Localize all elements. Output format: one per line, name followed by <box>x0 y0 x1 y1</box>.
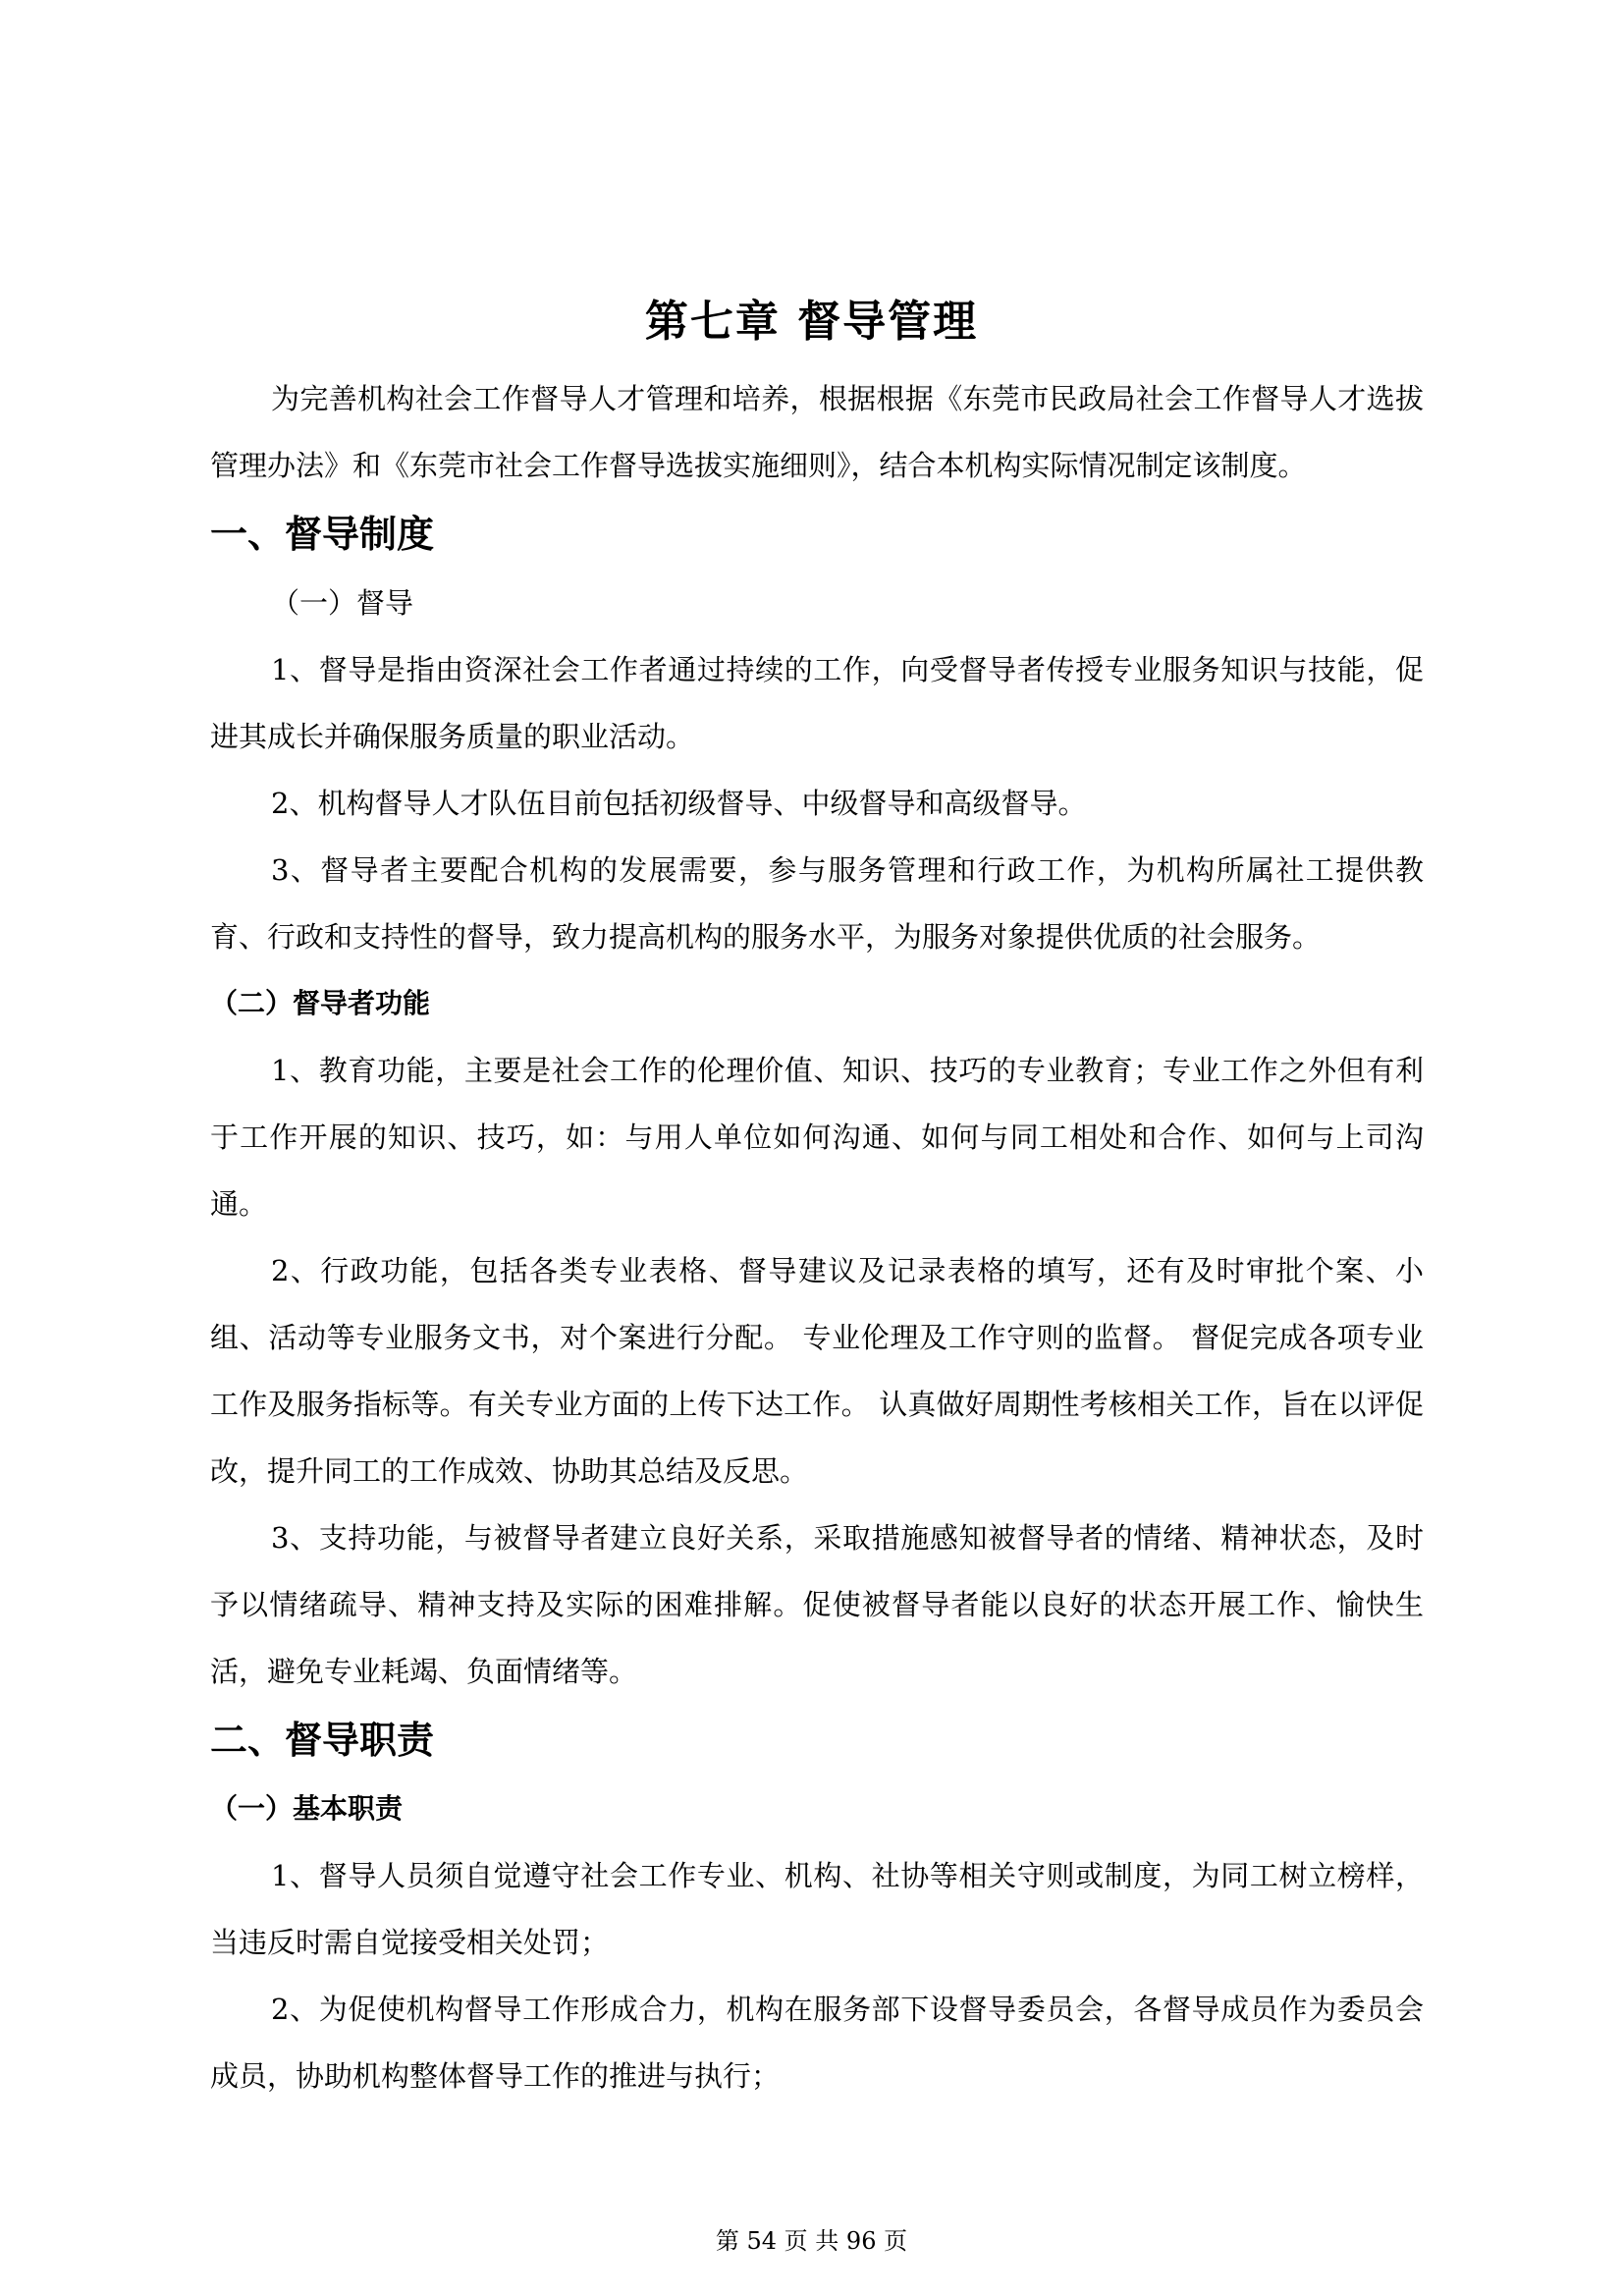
page-footer: 第 54 页 共 96 页 <box>715 2227 908 2255</box>
list-item: 2、行政功能，包括各类专业表格、督导建议及记录表格的填写，还有及时审批个案、小组、活动等专业服务文书，对个案进行分配。 专业伦理及工作守则的监督。 督促完成各项专业工作及服务指标等。有关专业方面的上传下达工作。 认真做好周期性考核相关工作，旨在以评促改，提升同工的工作成效、协助其总结及反思。 <box>210 1254 1424 1488</box>
list-item: 3、督导者主要配合机构的发展需要，参与服务管理和行政工作，为机构所属社工提供教育、行政和支持性的督导，致力提高机构的服务水平，为服务对象提供优质的社会服务。 <box>210 853 1424 954</box>
list-item: 2、为促使机构督导工作形成合力，机构在服务部下设督导委员会，各督导成员作为委员会成员，协助机构整体督导工作的推进与执行； <box>210 1993 1424 2093</box>
document-body <box>210 365 1424 2109</box>
list-item: 1、督导是指由资深社会工作者通过持续的工作，向受督导者传授专业服务知识与技能，促进其成长并确保服务质量的职业活动。 <box>210 653 1424 753</box>
list-item: 3、支持功能，与被督导者建立良好关系，采取措施感知被督导者的情绪、精神状态，及时予以情绪疏导、精神支持及实际的困难排解。促使被督导者能以良好的状态开展工作、愉快生活，避免专业耗竭、负面情绪等。 <box>210 1521 1424 1688</box>
list-item: 1、督导人员须自觉遵守社会工作专业、机构、社协等相关守则或制度，为同工树立榜样，当违反时需自觉接受相关处罚； <box>210 1859 1424 1959</box>
subsection-label-supervision: （一）督导 <box>271 586 414 620</box>
chapter-title: 第七章 督导管理 <box>644 297 979 347</box>
list-item: 2、机构督导人才队伍目前包括初级督导、中级督导和高级督导。 <box>271 787 1087 820</box>
subsection-label-basic-duties: （一）基本职责 <box>210 1792 404 1825</box>
section-heading-supervision-system: 一、督导制度 <box>210 513 435 556</box>
subsection-label-supervisor-functions: （二）督导者功能 <box>210 987 431 1019</box>
intro-paragraph: 为完善机构社会工作督导人才管理和培养，根据根据《东莞市民政局社会工作督导人才选拔管理办法》和《东莞市社会工作督导选拔实施细则》，结合本机构实际情况制定该制度。 <box>210 382 1424 482</box>
section-heading-supervision-duties: 二、督导职责 <box>210 1719 435 1762</box>
list-item: 1、教育功能，主要是社会工作的伦理价值、知识、技巧的专业教育；专业工作之外但有利于工作开展的知识、技巧，如：与用人单位如何沟通、如何与同工相处和合作、如何与上司沟通。 <box>210 1054 1424 1221</box>
